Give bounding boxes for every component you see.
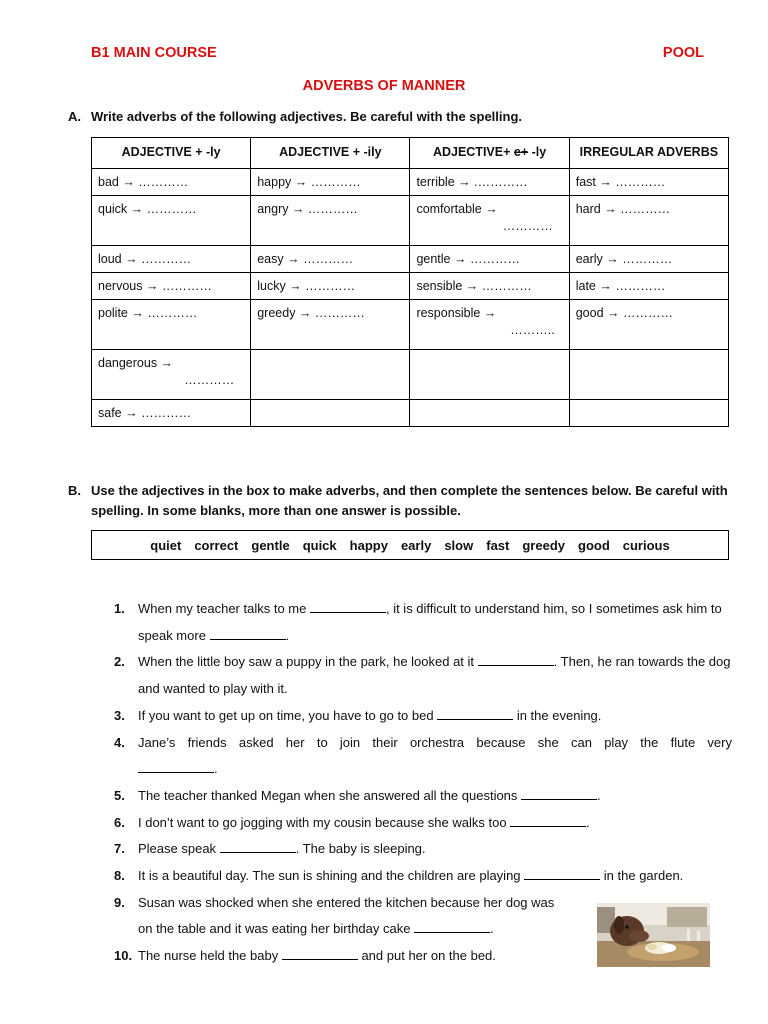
table-cell <box>251 350 410 400</box>
table-cell: bad → ………… <box>92 169 251 196</box>
answer-blank[interactable] <box>210 625 286 640</box>
sentence-text: If you want to get up on time, you have to go to bed <box>138 707 434 723</box>
column-header <box>410 138 569 169</box>
list-item <box>96 649 732 702</box>
course-title: B1 MAIN COURSE <box>91 45 217 61</box>
table-row <box>92 246 729 273</box>
section-a-text: Write adverbs of the following adjectives. Be careful with the spelling. <box>91 109 523 124</box>
sentence-text: in the garden. <box>600 868 684 884</box>
sentence-text: When my teacher talks to me <box>138 601 307 616</box>
sentence-text: . <box>597 787 601 803</box>
table-cell: gentle → ………… <box>410 246 569 273</box>
item-number: 8. <box>114 868 125 884</box>
adjectives-table <box>91 137 729 427</box>
item-number: 10. <box>114 948 133 964</box>
table-row <box>92 350 729 400</box>
item-number: 4. <box>114 734 125 750</box>
section-b-text: Use the adjectives in the box to make adverbs, and then complete the sentences below. Be careful with spelling. In some blanks, more than one answer is possible. <box>91 483 728 518</box>
table-cell <box>410 400 569 427</box>
word-item: happy <box>349 537 388 553</box>
table-cell: happy → ………… <box>251 169 410 196</box>
table-cell <box>92 350 251 400</box>
item-number: 9. <box>114 894 125 910</box>
col3-pre: ADJECTIVE+ <box>432 145 514 159</box>
table-row <box>92 196 729 246</box>
page-title: ADVERBS OF MANNER <box>302 78 466 94</box>
item-number: 2. <box>114 654 125 670</box>
column-header: ADJECTIVE + -ily <box>251 138 410 169</box>
answer-dots: ……….. <box>510 323 555 337</box>
sentence-text: I don’t want to go jogging with my cousin because she walks too <box>138 814 507 830</box>
word-item: curious <box>622 537 670 553</box>
sentence-text: . <box>490 921 494 937</box>
cell-word: responsible → <box>416 306 497 320</box>
table-cell: polite → ………… <box>92 300 251 350</box>
answer-dots: ………… <box>502 219 553 233</box>
answer-blank[interactable] <box>437 705 513 720</box>
sentence-text: It is a beautiful day. The sun is shining and the children are playing <box>138 868 521 884</box>
col3-post: -ly <box>528 145 547 159</box>
table-cell <box>410 300 569 350</box>
table-cell: sensible → ………… <box>410 273 569 300</box>
table-row <box>92 400 729 427</box>
word-box <box>91 530 729 560</box>
word-item: slow <box>444 537 474 553</box>
list-item <box>96 596 732 649</box>
table-row <box>92 273 729 300</box>
sentence-text: . The baby is sleeping. <box>295 841 426 857</box>
sentence-text: . <box>214 761 218 777</box>
table-cell <box>569 350 728 400</box>
answer-blank[interactable] <box>521 785 597 800</box>
list-item <box>96 863 732 890</box>
answer-blank[interactable] <box>220 838 296 853</box>
pool-label: POOL <box>662 45 704 61</box>
sentence-text: . <box>285 627 290 643</box>
table-cell <box>410 196 569 246</box>
list-item <box>96 703 732 730</box>
section-a-instruction <box>68 109 522 124</box>
table-cell: late → ………… <box>569 273 728 300</box>
item-number: 6. <box>114 814 125 830</box>
sentence-text: When the little boy saw a puppy in the park, he looked at it <box>138 654 475 670</box>
answer-blank[interactable] <box>478 651 554 666</box>
table-cell: fast → ………… <box>569 169 728 196</box>
sentence-text: The teacher thanked Megan when she answered all the questions <box>138 787 518 803</box>
section-a-letter: A. <box>68 109 81 124</box>
dog-eating-cake-illustration <box>597 903 710 967</box>
section-b-letter: B. <box>68 483 81 498</box>
table-cell <box>410 350 569 400</box>
section-b-instruction <box>68 481 728 521</box>
answer-blank[interactable] <box>282 945 358 960</box>
sentence-text: on the table and it was eating her birthday cake <box>138 921 411 937</box>
table-cell: greedy → ………… <box>251 300 410 350</box>
table-cell: good → ………… <box>569 300 728 350</box>
sentence-text: The nurse held the baby <box>138 948 279 964</box>
table-cell: angry → ………… <box>251 196 410 246</box>
item-number: 1. <box>114 601 125 616</box>
sentence-text: . Then, he ran towards the dog and wanted to play with it. <box>138 654 731 697</box>
table-header-row <box>92 138 729 169</box>
table-cell: early → ………… <box>569 246 728 273</box>
table-cell: nervous → ………… <box>92 273 251 300</box>
table-row <box>92 169 729 196</box>
word-item: gentle <box>251 537 290 553</box>
answer-blank[interactable] <box>510 812 586 827</box>
dog-eating-cake-photo <box>597 903 710 967</box>
sentence-text: . <box>586 814 590 830</box>
table-cell <box>251 400 410 427</box>
word-item: good <box>578 537 610 553</box>
table-cell <box>569 400 728 427</box>
word-item: fast <box>486 537 510 553</box>
word-item: correct <box>194 537 239 553</box>
word-item: early <box>400 537 432 553</box>
list-item <box>96 810 732 837</box>
column-header: ADJECTIVE + -ly <box>92 138 251 169</box>
table-row <box>92 300 729 350</box>
answer-blank[interactable] <box>524 865 600 880</box>
table-cell: safe → ………… <box>92 400 251 427</box>
list-item <box>96 836 732 863</box>
answer-blank[interactable] <box>310 598 386 613</box>
sentence-text: in the evening. <box>513 707 602 723</box>
sentence-text: Please speak <box>138 841 217 857</box>
answer-dots: ………… <box>184 373 235 387</box>
word-item: greedy <box>522 537 565 553</box>
item-number: 7. <box>114 841 125 857</box>
list-item <box>96 730 732 783</box>
table-cell: easy → ………… <box>251 246 410 273</box>
answer-blank[interactable] <box>414 918 490 933</box>
item-number: 3. <box>114 707 125 723</box>
word-item: quick <box>302 537 337 553</box>
col3-strike: e+ <box>513 145 529 159</box>
table-cell: terrible → .………… <box>410 169 569 196</box>
word-item: quiet <box>150 537 182 553</box>
answer-blank[interactable] <box>138 758 214 773</box>
list-item <box>96 783 732 810</box>
sentence-text: , it is difficult to understand him, so I sometimes ask him to speak more <box>138 601 722 643</box>
sentence-text: Susan was shocked when she entered the kitchen because her dog was <box>138 894 555 910</box>
sentence-text: Jane’s friends asked her to join their orchestra because she can play the flute very <box>138 734 732 750</box>
table-cell: lucky → ………… <box>251 273 410 300</box>
cell-word: dangerous → <box>98 356 174 370</box>
table-cell: loud → ………… <box>92 246 251 273</box>
cell-word: comfortable → <box>416 202 498 216</box>
item-number: 5. <box>114 787 125 803</box>
sentence-text: and put her on the bed. <box>357 948 496 964</box>
table-cell: quick → ………… <box>92 196 251 246</box>
table-cell: hard → ………… <box>569 196 728 246</box>
column-header: IRREGULAR ADVERBS <box>569 138 728 169</box>
